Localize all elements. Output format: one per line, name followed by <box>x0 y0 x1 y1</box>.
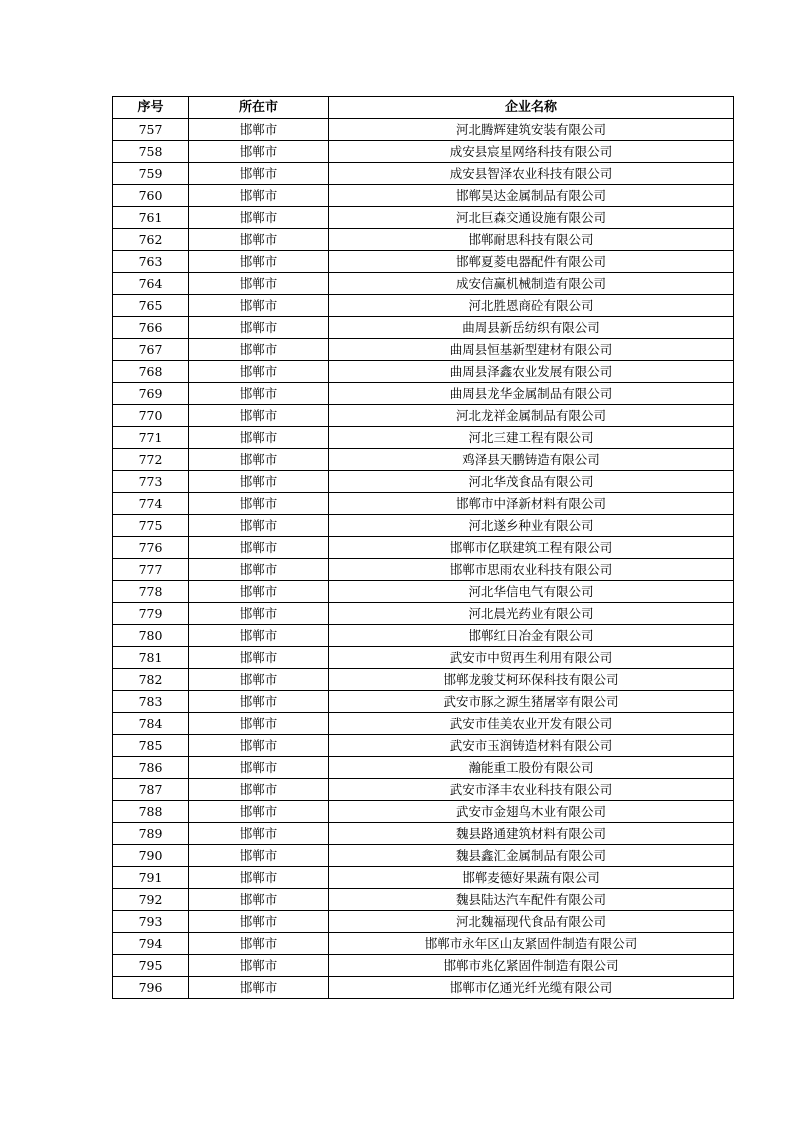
cell-company-name: 武安市泽丰农业科技有限公司 <box>329 779 734 801</box>
header-row <box>113 97 734 119</box>
cell-seq: 789 <box>113 823 189 845</box>
cell-city: 邯郸市 <box>189 757 329 779</box>
cell-seq: 790 <box>113 845 189 867</box>
cell-company-name: 成安县宸星网络科技有限公司 <box>329 141 734 163</box>
cell-city: 邯郸市 <box>189 295 329 317</box>
table-row <box>113 185 734 207</box>
table-row <box>113 163 734 185</box>
cell-seq: 757 <box>113 119 189 141</box>
cell-company-name: 邯郸夏菱电器配件有限公司 <box>329 251 734 273</box>
table-row <box>113 493 734 515</box>
cell-company-name: 瀚能重工股份有限公司 <box>329 757 734 779</box>
cell-company-name: 鸡泽县天鹏铸造有限公司 <box>329 449 734 471</box>
cell-city: 邯郸市 <box>189 867 329 889</box>
cell-seq: 793 <box>113 911 189 933</box>
cell-city: 邯郸市 <box>189 691 329 713</box>
cell-city: 邯郸市 <box>189 911 329 933</box>
cell-company-name: 河北魏福现代食品有限公司 <box>329 911 734 933</box>
table-row <box>113 559 734 581</box>
table-row <box>113 295 734 317</box>
cell-seq: 758 <box>113 141 189 163</box>
cell-company-name: 邯郸红日冶金有限公司 <box>329 625 734 647</box>
cell-seq: 761 <box>113 207 189 229</box>
cell-city: 邯郸市 <box>189 559 329 581</box>
cell-seq: 787 <box>113 779 189 801</box>
cell-city: 邯郸市 <box>189 537 329 559</box>
header-company-name: 企业名称 <box>329 97 734 119</box>
table-row <box>113 273 734 295</box>
table-row <box>113 119 734 141</box>
table-row <box>113 757 734 779</box>
table-row <box>113 823 734 845</box>
cell-city: 邯郸市 <box>189 273 329 295</box>
enterprise-table-container <box>112 96 733 999</box>
table-row <box>113 251 734 273</box>
cell-seq: 781 <box>113 647 189 669</box>
cell-company-name: 河北华茂食品有限公司 <box>329 471 734 493</box>
cell-city: 邯郸市 <box>189 647 329 669</box>
cell-city: 邯郸市 <box>189 625 329 647</box>
table-row <box>113 405 734 427</box>
table-row <box>113 845 734 867</box>
table-row <box>113 955 734 977</box>
cell-company-name: 河北遂乡种业有限公司 <box>329 515 734 537</box>
cell-company-name: 魏县路通建筑材料有限公司 <box>329 823 734 845</box>
cell-company-name: 成安县智泽农业科技有限公司 <box>329 163 734 185</box>
cell-seq: 792 <box>113 889 189 911</box>
table-row <box>113 779 734 801</box>
cell-seq: 785 <box>113 735 189 757</box>
cell-seq: 764 <box>113 273 189 295</box>
cell-seq: 772 <box>113 449 189 471</box>
cell-city: 邯郸市 <box>189 185 329 207</box>
cell-seq: 786 <box>113 757 189 779</box>
cell-seq: 794 <box>113 933 189 955</box>
cell-city: 邯郸市 <box>189 955 329 977</box>
cell-seq: 769 <box>113 383 189 405</box>
cell-company-name: 河北龙祥金属制品有限公司 <box>329 405 734 427</box>
cell-company-name: 邯郸市永年区山友紧固件制造有限公司 <box>329 933 734 955</box>
table-row <box>113 449 734 471</box>
cell-city: 邯郸市 <box>189 515 329 537</box>
table-row <box>113 229 734 251</box>
cell-city: 邯郸市 <box>189 779 329 801</box>
cell-company-name: 河北三建工程有限公司 <box>329 427 734 449</box>
cell-seq: 770 <box>113 405 189 427</box>
cell-seq: 766 <box>113 317 189 339</box>
table-header <box>113 97 734 119</box>
header-seq: 序号 <box>113 97 189 119</box>
cell-seq: 774 <box>113 493 189 515</box>
cell-city: 邯郸市 <box>189 141 329 163</box>
cell-city: 邯郸市 <box>189 405 329 427</box>
table-row <box>113 647 734 669</box>
cell-city: 邯郸市 <box>189 163 329 185</box>
cell-company-name: 邯郸市中泽新材料有限公司 <box>329 493 734 515</box>
table-row <box>113 141 734 163</box>
cell-city: 邯郸市 <box>189 933 329 955</box>
cell-seq: 768 <box>113 361 189 383</box>
table-row <box>113 317 734 339</box>
enterprise-table <box>112 96 734 999</box>
cell-company-name: 邯郸麦德好果蔬有限公司 <box>329 867 734 889</box>
cell-company-name: 河北巨森交通设施有限公司 <box>329 207 734 229</box>
cell-company-name: 邯郸市亿通光纤光缆有限公司 <box>329 977 734 999</box>
table-row <box>113 383 734 405</box>
cell-company-name: 武安市豚之源生猪屠宰有限公司 <box>329 691 734 713</box>
cell-city: 邯郸市 <box>189 449 329 471</box>
cell-company-name: 邯郸耐思科技有限公司 <box>329 229 734 251</box>
table-row <box>113 427 734 449</box>
table-row <box>113 977 734 999</box>
cell-company-name: 曲周县新岳纺织有限公司 <box>329 317 734 339</box>
cell-company-name: 武安市中贸再生利用有限公司 <box>329 647 734 669</box>
table-row <box>113 537 734 559</box>
table-body <box>113 119 734 999</box>
table-row <box>113 691 734 713</box>
cell-company-name: 河北华信电气有限公司 <box>329 581 734 603</box>
cell-city: 邯郸市 <box>189 361 329 383</box>
cell-city: 邯郸市 <box>189 801 329 823</box>
cell-city: 邯郸市 <box>189 581 329 603</box>
cell-company-name: 邯郸市思雨农业科技有限公司 <box>329 559 734 581</box>
cell-seq: 759 <box>113 163 189 185</box>
cell-seq: 778 <box>113 581 189 603</box>
table-row <box>113 625 734 647</box>
cell-city: 邯郸市 <box>189 823 329 845</box>
cell-seq: 775 <box>113 515 189 537</box>
cell-seq: 779 <box>113 603 189 625</box>
cell-company-name: 武安市金翅鸟木业有限公司 <box>329 801 734 823</box>
cell-company-name: 邯郸市亿联建筑工程有限公司 <box>329 537 734 559</box>
cell-city: 邯郸市 <box>189 207 329 229</box>
cell-city: 邯郸市 <box>189 427 329 449</box>
cell-company-name: 魏县陆达汽车配件有限公司 <box>329 889 734 911</box>
cell-company-name: 河北胜恩商砼有限公司 <box>329 295 734 317</box>
cell-city: 邯郸市 <box>189 383 329 405</box>
table-row <box>113 889 734 911</box>
table-row <box>113 735 734 757</box>
table-row <box>113 361 734 383</box>
cell-seq: 783 <box>113 691 189 713</box>
table-row <box>113 933 734 955</box>
table-row <box>113 801 734 823</box>
cell-seq: 777 <box>113 559 189 581</box>
cell-seq: 788 <box>113 801 189 823</box>
cell-city: 邯郸市 <box>189 889 329 911</box>
cell-city: 邯郸市 <box>189 317 329 339</box>
cell-seq: 763 <box>113 251 189 273</box>
cell-seq: 784 <box>113 713 189 735</box>
cell-company-name: 邯郸市兆亿紧固件制造有限公司 <box>329 955 734 977</box>
table-row <box>113 207 734 229</box>
cell-city: 邯郸市 <box>189 603 329 625</box>
table-row <box>113 867 734 889</box>
cell-seq: 765 <box>113 295 189 317</box>
cell-company-name: 曲周县泽鑫农业发展有限公司 <box>329 361 734 383</box>
cell-city: 邯郸市 <box>189 845 329 867</box>
cell-company-name: 成安信赢机械制造有限公司 <box>329 273 734 295</box>
cell-seq: 773 <box>113 471 189 493</box>
table-row <box>113 603 734 625</box>
table-row <box>113 471 734 493</box>
cell-city: 邯郸市 <box>189 735 329 757</box>
cell-company-name: 武安市玉润铸造材料有限公司 <box>329 735 734 757</box>
cell-company-name: 曲周县恒基新型建材有限公司 <box>329 339 734 361</box>
cell-seq: 780 <box>113 625 189 647</box>
header-city: 所在市 <box>189 97 329 119</box>
cell-city: 邯郸市 <box>189 229 329 251</box>
cell-seq: 771 <box>113 427 189 449</box>
cell-company-name: 武安市佳美农业开发有限公司 <box>329 713 734 735</box>
cell-company-name: 河北晨光药业有限公司 <box>329 603 734 625</box>
cell-seq: 791 <box>113 867 189 889</box>
cell-city: 邯郸市 <box>189 119 329 141</box>
table-row <box>113 669 734 691</box>
cell-seq: 782 <box>113 669 189 691</box>
cell-city: 邯郸市 <box>189 713 329 735</box>
cell-seq: 795 <box>113 955 189 977</box>
table-row <box>113 911 734 933</box>
table-row <box>113 515 734 537</box>
cell-seq: 767 <box>113 339 189 361</box>
cell-seq: 762 <box>113 229 189 251</box>
cell-city: 邯郸市 <box>189 339 329 361</box>
cell-company-name: 河北腾辉建筑安装有限公司 <box>329 119 734 141</box>
cell-company-name: 邯郸龙骏艾柯环保科技有限公司 <box>329 669 734 691</box>
cell-city: 邯郸市 <box>189 493 329 515</box>
cell-seq: 796 <box>113 977 189 999</box>
cell-company-name: 曲周县龙华金属制品有限公司 <box>329 383 734 405</box>
table-row <box>113 581 734 603</box>
cell-company-name: 魏县鑫汇金属制品有限公司 <box>329 845 734 867</box>
cell-city: 邯郸市 <box>189 977 329 999</box>
cell-seq: 760 <box>113 185 189 207</box>
cell-seq: 776 <box>113 537 189 559</box>
table-row <box>113 713 734 735</box>
cell-city: 邯郸市 <box>189 471 329 493</box>
table-row <box>113 339 734 361</box>
cell-company-name: 邯郸昊达金属制品有限公司 <box>329 185 734 207</box>
cell-city: 邯郸市 <box>189 251 329 273</box>
cell-city: 邯郸市 <box>189 669 329 691</box>
